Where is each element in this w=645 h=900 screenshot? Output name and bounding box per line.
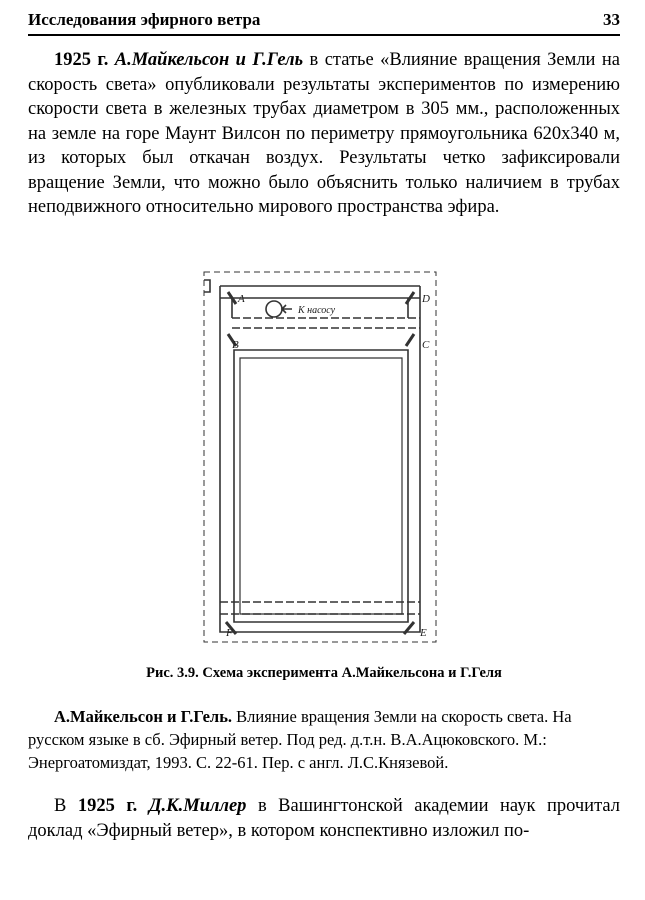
label-e: E [420, 627, 427, 639]
paragraph-2-text: в Вашингтонской академии наук прочитал доклад «Эфирный ветер», в котором конспективно изложил по- [28, 796, 620, 841]
top-pipe [220, 286, 420, 298]
reference [28, 705, 620, 774]
pump-label: К насосу [298, 305, 336, 316]
page-number: 33 [603, 10, 620, 29]
label-f: F [226, 627, 233, 639]
paragraph-1 [28, 48, 620, 220]
label-a: A [238, 293, 245, 305]
label-b: B [232, 339, 239, 351]
paragraph-2-authors: Д.К.Миллер [148, 796, 247, 816]
top-inner-pipe [232, 318, 420, 328]
paragraph-2: В 1925 г. Д.К.Миллер в Вашингтонской академии наук прочитал доклад «Эфирный ветер», в котором конспективно изложил по- [28, 796, 620, 841]
paragraph-2-year: 1925 г. [77, 796, 138, 816]
long-pipe-outer [220, 328, 420, 632]
figure-caption: Рис. 3.9. Схема эксперимента А.Майкельсона и Г.Геля [146, 665, 502, 681]
pump-port [266, 301, 282, 317]
running-header-title: Исследования эфирного ветра [28, 10, 261, 29]
paragraph-1-authors: А.Майкельсон и Г.Гель [114, 50, 304, 70]
label-c: C [422, 339, 430, 351]
bottom-pipe [220, 602, 420, 614]
experiment-diagram [196, 262, 452, 654]
long-pipe-inner [234, 350, 408, 622]
paragraph-1-text: в статье «Влияние вращения Земли на скорость света» опубликовали результаты экспериментов по измерению скорости света в железных трубах диаметром в 305 мм., расположенных на земле на горе Маунт Вилсон по периметру прямоугольника 620х340 м, из которых был откачан воздух. Результаты четко зафиксировали вращение Земли, что можно было объяснить только наличием в трубах неподвижного относительно мирового пространства эфира. [28, 50, 620, 217]
paragraph-1-year: 1925 г. [54, 50, 109, 70]
reference-text: Влияние вращения Земли на скорость света. На русском языке в сб. Эфирный ветер. Под ред. д.т.н. В.А.Ацюковского. М.: Энергоатомиздат, 1993. С. 22-61. Пер. с англ. Л.С.Князевой. [28, 707, 572, 772]
long-pipe-inner-2 [240, 358, 402, 614]
mirror-c [406, 334, 414, 346]
label-d: D [422, 293, 430, 305]
left-link [220, 286, 232, 328]
running-header [28, 8, 620, 36]
reference-authors: А.Майкельсон и Г.Гель. [54, 707, 233, 726]
light-source [204, 280, 210, 292]
pump-arrow [282, 305, 292, 313]
